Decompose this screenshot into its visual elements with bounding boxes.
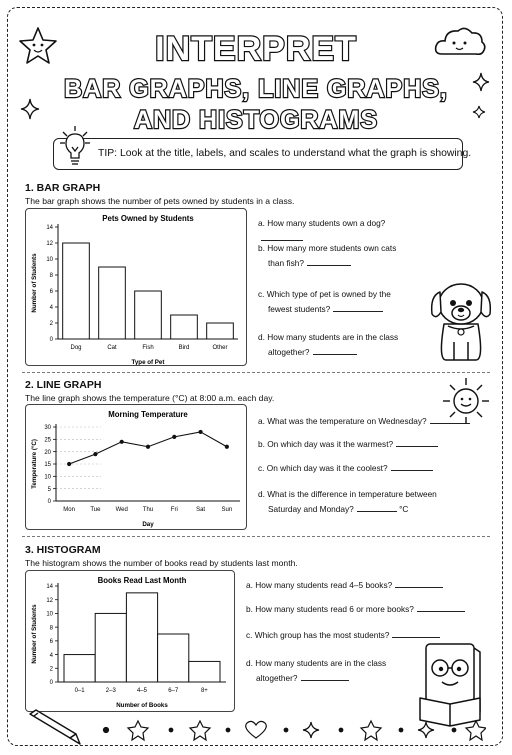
dot-icon: [169, 728, 173, 732]
data-point: [120, 440, 124, 444]
sparkle-icon: [303, 722, 319, 738]
bar: [135, 291, 162, 339]
y-axis-label: Temperature (°C): [31, 439, 38, 489]
answer-blank[interactable]: [357, 511, 397, 512]
bar: [99, 267, 126, 339]
x-tick-label: Sun: [221, 507, 233, 513]
x-tick-label: Thu: [142, 507, 154, 513]
x-tick-label: Mon: [63, 507, 75, 513]
bar: [207, 323, 234, 339]
book-character-icon: [418, 640, 484, 730]
dot-icon: [226, 728, 230, 732]
answer-blank[interactable]: [392, 637, 440, 638]
question-2d: [258, 487, 498, 517]
y-tick-label: 0: [47, 499, 51, 506]
question-2d-text-line2: Saturday and Monday?: [268, 504, 354, 514]
question-3b: [246, 602, 486, 617]
x-axis-label: Day: [142, 521, 154, 528]
data-point: [93, 452, 97, 456]
pencil-icon: [24, 708, 84, 748]
question-2b-text: b. On which day was it the warmest?: [258, 439, 394, 449]
x-tick-label: Dog: [70, 345, 82, 351]
dot-icon: [452, 728, 456, 732]
y-tick-label: 2: [49, 666, 53, 673]
question-3c-text: c. Which group has the most students?: [246, 630, 390, 640]
section-divider: [22, 372, 490, 373]
question-1d-text: d. How many students are in the class: [258, 332, 399, 342]
y-tick-label: 12: [46, 597, 53, 604]
star-icon: [466, 721, 486, 740]
question-1c: [258, 287, 428, 317]
data-point: [225, 445, 229, 449]
bottom-border-decoration: [96, 718, 486, 742]
y-tick-label: 8: [49, 625, 53, 632]
y-tick-label: 0: [49, 337, 53, 344]
dot-icon: [104, 728, 109, 733]
sparkle-icon: [472, 105, 486, 119]
puppy-icon: [428, 274, 494, 362]
question-1b-text-line2: than fish?: [268, 258, 304, 268]
y-tick-label: 12: [46, 241, 53, 248]
title-line-2: BAR GRAPHS, LINE GRAPHS,: [64, 75, 448, 103]
histogram-panel: [25, 570, 235, 712]
y-tick-label: 6: [49, 639, 53, 646]
heart-icon: [246, 721, 267, 738]
x-tick-label: Wed: [115, 507, 128, 513]
bar: [63, 243, 90, 339]
question-3d-text-line2: altogether?: [256, 673, 298, 683]
x-tick-label: Bird: [178, 345, 190, 351]
question-1a-text: a. How many students own a dog?: [258, 218, 386, 228]
answer-blank[interactable]: [313, 354, 357, 355]
section-description-bar-graph: The bar graph shows the number of pets owned by students in a class.: [25, 196, 295, 206]
x-tick-label: Fish: [142, 345, 154, 351]
data-point: [172, 435, 176, 439]
y-tick-label: 10: [46, 257, 53, 264]
chart-title: Pets Owned by Students: [102, 214, 194, 223]
question-2c: [258, 461, 498, 476]
question-1b-text: b. How many more students own cats: [258, 243, 397, 253]
dot-icon: [284, 728, 288, 732]
star-icon: [361, 721, 381, 740]
sparkle-icon: [472, 72, 490, 92]
y-tick-label: 8: [49, 273, 53, 280]
pets-bar-chart: [26, 209, 246, 365]
data-point: [198, 430, 202, 434]
y-tick-label: 10: [44, 474, 51, 481]
y-tick-label: 10: [46, 611, 53, 618]
star-icon: [128, 721, 148, 740]
y-tick-label: 5: [47, 486, 51, 493]
y-tick-label: 14: [46, 225, 53, 232]
question-2d-unit: °C: [399, 504, 409, 514]
answer-blank[interactable]: [301, 680, 349, 681]
y-tick-label: 30: [44, 425, 51, 432]
histogram-bar: [189, 661, 220, 682]
question-1d-text-line2: altogether?: [268, 347, 310, 357]
x-tick-label: 4–5: [136, 688, 148, 694]
title-line-3: AND HISTOGRAMS: [133, 106, 379, 134]
question-2c-text: c. On which day was it the coolest?: [258, 463, 388, 473]
question-1c-text-line2: fewest students?: [268, 304, 331, 314]
lightbulb-icon: [60, 125, 90, 169]
chart-title: Books Read Last Month: [97, 576, 187, 585]
x-tick-label: 0–1: [74, 688, 85, 694]
page-title: [40, 14, 472, 136]
answer-blank[interactable]: [333, 311, 383, 312]
section-heading-line-graph: 2. LINE GRAPH: [25, 379, 102, 391]
question-2d-text: d. What is the difference in temperature between: [258, 489, 437, 499]
section-divider: [22, 536, 490, 537]
tip-box: [53, 138, 472, 170]
question-3a-text: a. How many students read 4–5 books?: [246, 580, 393, 590]
y-tick-label: 4: [49, 305, 53, 312]
question-3b-text: b. How many students read 6 or more books?: [246, 604, 414, 614]
x-tick-label: 6–7: [168, 688, 179, 694]
sun-icon: [440, 375, 492, 427]
x-axis-label: Number of Books: [116, 702, 168, 709]
books-histogram-chart: [26, 571, 234, 711]
line-graph-panel: [25, 404, 247, 530]
question-3d: [246, 656, 446, 686]
question-2b: [258, 437, 498, 452]
section-description-histogram: The histogram shows the number of books read by students last month.: [25, 558, 298, 568]
x-tick-label: Cat: [107, 345, 117, 351]
x-tick-label: 2–3: [105, 688, 116, 694]
dot-icon: [339, 728, 343, 732]
data-point: [146, 445, 150, 449]
y-tick-label: 15: [44, 462, 51, 469]
answer-blank[interactable]: [396, 446, 438, 447]
y-tick-label: 14: [46, 584, 53, 591]
y-tick-label: 4: [49, 652, 53, 659]
section-heading-bar-graph: 1. BAR GRAPH: [25, 182, 101, 194]
y-tick-label: 25: [44, 437, 51, 444]
title-line-1: INTERPRET: [155, 30, 357, 68]
y-tick-label: 0: [49, 680, 53, 687]
answer-blank[interactable]: [417, 611, 465, 612]
dot-icon: [399, 728, 403, 732]
sparkle-icon: [20, 98, 40, 120]
temperature-line-chart: [26, 405, 246, 529]
histogram-bar: [64, 655, 95, 682]
smiling-star-icon: [18, 26, 58, 66]
x-axis-label: Type of Pet: [131, 359, 165, 365]
bar-graph-panel: [25, 208, 247, 366]
x-tick-label: Tue: [90, 507, 101, 513]
y-tick-label: 2: [49, 321, 53, 328]
histogram-bar: [126, 593, 157, 682]
section-heading-histogram: 3. HISTOGRAM: [25, 544, 101, 556]
smiling-cloud-icon: [432, 22, 488, 62]
x-tick-label: Other: [212, 345, 228, 351]
histogram-bar: [95, 613, 126, 682]
y-tick-label: 20: [44, 449, 51, 456]
bar: [171, 315, 198, 339]
question-1b: [258, 241, 428, 271]
data-point: [67, 462, 71, 466]
answer-blank[interactable]: [307, 265, 351, 266]
y-tick-label: 6: [49, 289, 53, 296]
answer-blank[interactable]: [395, 587, 443, 588]
y-axis-label: Number of Students: [31, 253, 38, 313]
question-3d-text: d. How many students are in the class: [246, 658, 387, 668]
x-tick-label: Sat: [196, 507, 206, 513]
tip-text: TIP: Look at the title, labels, and scales to understand what the graph is showing.: [98, 148, 472, 159]
section-description-line-graph: The line graph shows the temperature (°C) at 8:00 a.m. each day.: [25, 393, 275, 403]
y-axis-label: Number of Students: [31, 604, 38, 664]
x-tick-label: Fri: [170, 507, 178, 513]
answer-blank[interactable]: [391, 470, 433, 471]
question-3a: [246, 578, 486, 593]
question-1c-text: c. Which type of pet is owned by the: [258, 289, 391, 299]
histogram-bar: [158, 634, 189, 682]
question-2a-text: a. What was the temperature on Wednesday?: [258, 416, 427, 426]
chart-title: Morning Temperature: [108, 410, 188, 419]
star-icon: [190, 721, 210, 740]
x-tick-label: 8+: [200, 688, 208, 694]
sparkle-icon: [418, 722, 434, 738]
question-1d: [258, 330, 428, 360]
